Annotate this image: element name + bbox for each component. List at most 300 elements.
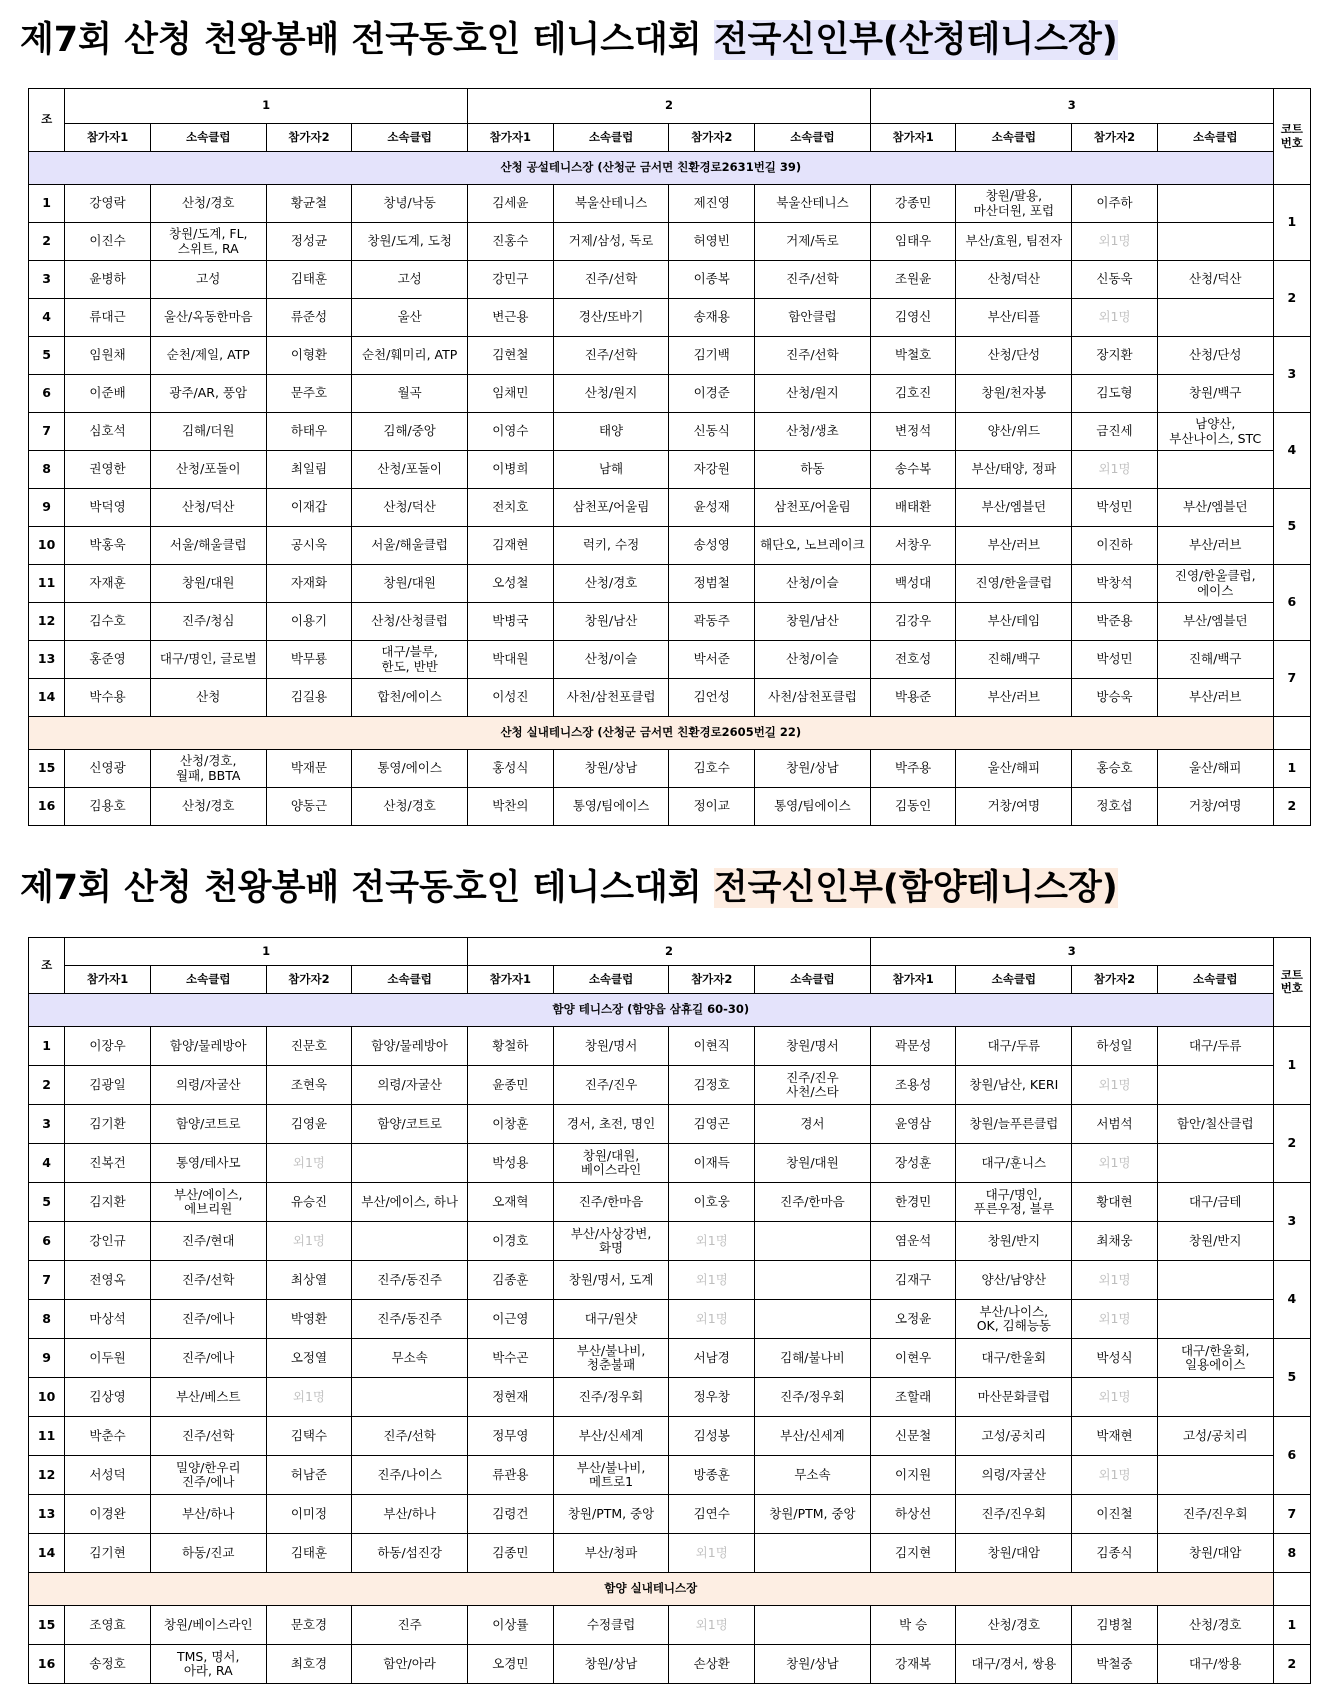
player-name: 김정호: [669, 1066, 755, 1105]
club-name: 함안/아라: [352, 1645, 468, 1684]
court-number: 8: [1273, 1534, 1310, 1573]
player-name: 이진하: [1072, 527, 1158, 565]
club-name: 창원/상남: [553, 750, 669, 788]
group-number: 1: [29, 185, 65, 223]
player-name: 마상석: [65, 1300, 151, 1339]
player-name: 허영빈: [669, 223, 755, 261]
club-name: 대구/원샷: [553, 1300, 669, 1339]
court-number: 2: [1273, 788, 1310, 826]
club-name: 의령/자굴산: [956, 1456, 1072, 1495]
player-name: 신동욱: [1072, 261, 1158, 299]
court-number: 1: [1273, 185, 1310, 261]
club-name: 부산/청파: [553, 1534, 669, 1573]
table-row: [29, 1495, 1311, 1534]
player-name: 오정윤: [870, 1300, 956, 1339]
club-name: 경서: [755, 1105, 871, 1144]
club-name: 산청/경호: [553, 565, 669, 603]
player-name: 조영효: [65, 1606, 151, 1645]
club-name: 진영/한울클럽, 에이스: [1157, 565, 1273, 603]
header-sub-club: 소속클럽: [352, 966, 468, 994]
player-name: 이현직: [669, 1027, 755, 1066]
club-name: 창원/대원: [352, 565, 468, 603]
club-name: [1157, 1378, 1273, 1417]
club-name: 고성: [150, 261, 266, 299]
player-name: 이주하: [1072, 185, 1158, 223]
club-name: 창원/천자봉: [956, 375, 1072, 413]
club-name: 창원/상남: [755, 1645, 871, 1684]
club-name: 산청/덕산: [956, 261, 1072, 299]
group-number: 16: [29, 1645, 65, 1684]
club-name: 산청/단성: [956, 337, 1072, 375]
club-name: [755, 1261, 871, 1300]
player-name: 이종복: [669, 261, 755, 299]
group-number: 1: [29, 1027, 65, 1066]
club-name: 진주/선학: [150, 1261, 266, 1300]
club-name: 창원/도계, FL, 스위트, RA: [150, 223, 266, 261]
club-name: 진주/선학: [755, 337, 871, 375]
player-name: 박철호: [870, 337, 956, 375]
club-name: [1157, 299, 1273, 337]
player-name: 황철하: [468, 1027, 554, 1066]
club-name: 산청/경호: [352, 788, 468, 826]
player-name: 배태환: [870, 489, 956, 527]
player-name: 김종식: [1072, 1534, 1158, 1573]
player-name: 서범석: [1072, 1105, 1158, 1144]
club-name: 창원/대원: [755, 1144, 871, 1183]
club-name: 함양/코트로: [352, 1105, 468, 1144]
club-name: 월곡: [352, 375, 468, 413]
club-name: 산청/경호, 월패, BBTA: [150, 750, 266, 788]
player-name: 최일림: [266, 451, 352, 489]
group-number: 9: [29, 489, 65, 527]
club-name: 합천/에이스: [352, 679, 468, 717]
club-name: 산청/덕산: [352, 489, 468, 527]
table-row: [29, 1645, 1311, 1684]
club-name: 부산/나이스, OK, 김해능동: [956, 1300, 1072, 1339]
club-name: 남해: [553, 451, 669, 489]
club-name: 대구/경서, 쌍용: [956, 1645, 1072, 1684]
header-sub-club: 소속클럽: [150, 124, 266, 152]
court-number: 4: [1273, 413, 1310, 489]
player-name: 정우창: [669, 1378, 755, 1417]
club-name: 의령/자굴산: [150, 1066, 266, 1105]
player-name: 외1명: [669, 1300, 755, 1339]
header-sub-player: 참가자1: [65, 124, 151, 152]
section-1-title: [20, 12, 1310, 62]
player-name: 박병국: [468, 603, 554, 641]
court-spacer: [1273, 1573, 1310, 1606]
header-match-2: 2: [468, 89, 871, 124]
player-name: 김연수: [669, 1495, 755, 1534]
club-name: 순천/제일, ATP: [150, 337, 266, 375]
player-name: 윤병하: [65, 261, 151, 299]
club-name: 부산/에이스, 하나: [352, 1183, 468, 1222]
player-name: 박철중: [1072, 1645, 1158, 1684]
table-row: [29, 1027, 1311, 1066]
court-number: 6: [1273, 565, 1310, 641]
player-name: 외1명: [266, 1222, 352, 1261]
header-sub-player: 참가자2: [1072, 124, 1158, 152]
club-name: 거제/독로: [755, 223, 871, 261]
club-name: 산청/원지: [755, 375, 871, 413]
player-name: 오정열: [266, 1339, 352, 1378]
player-name: 진문호: [266, 1027, 352, 1066]
player-name: 임채민: [468, 375, 554, 413]
club-name: 부산/에이스, 에브리원: [150, 1183, 266, 1222]
club-name: 창원/명서: [553, 1027, 669, 1066]
venue-label: 함양 실내테니스장: [29, 1573, 1274, 1606]
club-name: 밀양/한우리 진주/에나: [150, 1456, 266, 1495]
club-name: [755, 1606, 871, 1645]
club-name: 진주/동진주: [352, 1300, 468, 1339]
player-name: 박수용: [65, 679, 151, 717]
player-name: 김도형: [1072, 375, 1158, 413]
header-sub-player: 참가자2: [266, 124, 352, 152]
player-name: 송정호: [65, 1645, 151, 1684]
club-name: 진주/한마음: [755, 1183, 871, 1222]
player-name: 외1명: [266, 1378, 352, 1417]
group-number: 7: [29, 413, 65, 451]
player-name: 홍준영: [65, 641, 151, 679]
club-name: 하동/진교: [150, 1534, 266, 1573]
header-sub-player: 참가자1: [870, 124, 956, 152]
header-match-3: 3: [870, 89, 1273, 124]
club-name: 산청/포돌이: [150, 451, 266, 489]
player-name: 한경민: [870, 1183, 956, 1222]
club-name: 삼천포/어울림: [755, 489, 871, 527]
club-name: 럭키, 수정: [553, 527, 669, 565]
group-number: 2: [29, 1066, 65, 1105]
court-number: 4: [1273, 1261, 1310, 1339]
player-name: 서창우: [870, 527, 956, 565]
club-name: [352, 1144, 468, 1183]
club-name: 창원/대원, 베이스라인: [553, 1144, 669, 1183]
club-name: [352, 1378, 468, 1417]
player-name: 김길용: [266, 679, 352, 717]
header-sub-club: 소속클럽: [755, 966, 871, 994]
club-name: 산청/이슬: [755, 565, 871, 603]
club-name: 통영/테사모: [150, 1144, 266, 1183]
player-name: 서성덕: [65, 1456, 151, 1495]
court-number: 5: [1273, 1339, 1310, 1417]
player-name: 류대근: [65, 299, 151, 337]
club-name: 산청/경호: [150, 185, 266, 223]
club-name: 부산/러브: [1157, 679, 1273, 717]
header-group: 조: [29, 938, 65, 994]
club-name: 진주/정우회: [553, 1378, 669, 1417]
player-name: 조원윤: [870, 261, 956, 299]
club-name: TMS, 명서, 아라, RA: [150, 1645, 266, 1684]
player-name: 박영환: [266, 1300, 352, 1339]
player-name: 류관용: [468, 1456, 554, 1495]
player-name: 박창석: [1072, 565, 1158, 603]
court-number: 2: [1273, 1645, 1310, 1684]
player-name: 정범철: [669, 565, 755, 603]
player-name: 하상선: [870, 1495, 956, 1534]
player-name: 변정석: [870, 413, 956, 451]
player-name: 외1명: [669, 1534, 755, 1573]
club-name: 울산/해피: [1157, 750, 1273, 788]
player-name: 박성용: [468, 1144, 554, 1183]
player-name: 박준용: [1072, 603, 1158, 641]
player-name: 김영곤: [669, 1105, 755, 1144]
player-name: 윤성재: [669, 489, 755, 527]
player-name: 방승욱: [1072, 679, 1158, 717]
player-name: 김호진: [870, 375, 956, 413]
club-name: 창원/명서: [755, 1027, 871, 1066]
club-name: 대구/명인, 푸른우정, 블루: [956, 1183, 1072, 1222]
player-name: 이경호: [468, 1222, 554, 1261]
player-name: 서남경: [669, 1339, 755, 1378]
player-name: 양동근: [266, 788, 352, 826]
venue-label: 산청 공설테니스장 (산청군 금서면 친환경로2631번길 39): [29, 152, 1274, 185]
club-name: 창원/반지: [956, 1222, 1072, 1261]
club-name: 진주/에나: [150, 1300, 266, 1339]
player-name: 송수복: [870, 451, 956, 489]
player-name: 김수호: [65, 603, 151, 641]
player-name: 유승진: [266, 1183, 352, 1222]
club-name: 무소속: [352, 1339, 468, 1378]
section-2-title-highlight: 전국신인부(함양테니스장): [713, 868, 1118, 908]
group-number: 3: [29, 261, 65, 299]
player-name: 외1명: [1072, 1261, 1158, 1300]
club-name: 광주/AR, 풍암: [150, 375, 266, 413]
club-name: 창원/남산: [755, 603, 871, 641]
player-name: 류준성: [266, 299, 352, 337]
player-name: 황균철: [266, 185, 352, 223]
group-number: 11: [29, 565, 65, 603]
player-name: 박주용: [870, 750, 956, 788]
player-name: 문호경: [266, 1606, 352, 1645]
player-name: 김영윤: [266, 1105, 352, 1144]
player-name: 조용성: [870, 1066, 956, 1105]
table-row: [29, 641, 1311, 679]
player-name: 최호경: [266, 1645, 352, 1684]
header-match-3: 3: [870, 938, 1273, 966]
court-number: 6: [1273, 1417, 1310, 1495]
section-1-bracket-table: [28, 88, 1311, 826]
group-number: 6: [29, 375, 65, 413]
group-number: 5: [29, 1183, 65, 1222]
group-number: 14: [29, 679, 65, 717]
club-name: 함양/코트로: [150, 1105, 266, 1144]
club-name: 순천/훼미리, ATP: [352, 337, 468, 375]
club-name: 부산/불나비, 청춘불패: [553, 1339, 669, 1378]
club-name: 고성/공치리: [1157, 1417, 1273, 1456]
table-row: [29, 185, 1311, 223]
club-name: 산청/경호: [150, 788, 266, 826]
club-name: 진주/나이스: [352, 1456, 468, 1495]
club-name: [1157, 1261, 1273, 1300]
club-name: 산청/이슬: [755, 641, 871, 679]
club-name: 산청/산청클럽: [352, 603, 468, 641]
table-row: [29, 337, 1311, 375]
group-number: 13: [29, 1495, 65, 1534]
player-name: 최채웅: [1072, 1222, 1158, 1261]
player-name: 오재혁: [468, 1183, 554, 1222]
player-name: 이장우: [65, 1027, 151, 1066]
club-name: 부산/테임: [956, 603, 1072, 641]
table-row: [29, 1183, 1311, 1222]
club-name: 사천/삼천포클럽: [755, 679, 871, 717]
header-group: 조: [29, 89, 65, 152]
player-name: 박 승: [870, 1606, 956, 1645]
club-name: 서울/해울클럽: [352, 527, 468, 565]
club-name: 산청/단성: [1157, 337, 1273, 375]
club-name: 부산/엠블던: [956, 489, 1072, 527]
player-name: 이창훈: [468, 1105, 554, 1144]
player-name: 곽문성: [870, 1027, 956, 1066]
club-name: 의령/자굴산: [352, 1066, 468, 1105]
group-number: 14: [29, 1534, 65, 1573]
player-name: 방종훈: [669, 1456, 755, 1495]
player-name: 박춘수: [65, 1417, 151, 1456]
player-name: 장성훈: [870, 1144, 956, 1183]
club-name: 진주/현대: [150, 1222, 266, 1261]
club-name: 진해/백구: [956, 641, 1072, 679]
player-name: 염운석: [870, 1222, 956, 1261]
club-name: 진주/진우: [553, 1066, 669, 1105]
player-name: 변근용: [468, 299, 554, 337]
table-row: [29, 1339, 1311, 1378]
section-1-title-main: 제7회 산청 천왕봉배 전국동호인 테니스대회: [20, 20, 714, 60]
player-name: 신영광: [65, 750, 151, 788]
club-name: 하동: [755, 451, 871, 489]
group-number: 12: [29, 603, 65, 641]
player-name: 김영신: [870, 299, 956, 337]
section-2-title: [20, 860, 1310, 910]
player-name: 심호석: [65, 413, 151, 451]
player-name: 강영락: [65, 185, 151, 223]
club-name: 진주: [352, 1606, 468, 1645]
table-row: [29, 750, 1311, 788]
header-sub-club: 소속클럽: [352, 124, 468, 152]
club-name: 산청/원지: [553, 375, 669, 413]
club-name: [1157, 223, 1273, 261]
player-name: 강인규: [65, 1222, 151, 1261]
court-number: 1: [1273, 1027, 1310, 1105]
court-spacer: [1273, 717, 1310, 750]
club-name: 산청/이슬: [553, 641, 669, 679]
club-name: 북울산테니스: [755, 185, 871, 223]
group-number: 3: [29, 1105, 65, 1144]
club-name: 진주/선학: [553, 337, 669, 375]
club-name: 산청/경호: [956, 1606, 1072, 1645]
club-name: 서울/해울클럽: [150, 527, 266, 565]
player-name: 김기현: [65, 1534, 151, 1573]
player-name: 박무룡: [266, 641, 352, 679]
header-sub-player: 참가자2: [669, 124, 755, 152]
club-name: 양산/남양산: [956, 1261, 1072, 1300]
group-number: 4: [29, 1144, 65, 1183]
header-sub-club: 소속클럽: [553, 124, 669, 152]
header-match-1: 1: [65, 938, 468, 966]
player-name: 김지현: [870, 1534, 956, 1573]
player-name: 정성균: [266, 223, 352, 261]
club-name: [1157, 185, 1273, 223]
club-name: 거창/여명: [956, 788, 1072, 826]
player-name: 외1명: [266, 1144, 352, 1183]
player-name: 외1명: [1072, 1066, 1158, 1105]
header-sub-club: 소속클럽: [1157, 124, 1273, 152]
club-name: 진주/동진주: [352, 1261, 468, 1300]
table-row: [29, 1378, 1311, 1417]
club-name: 대구/쌍용: [1157, 1645, 1273, 1684]
club-name: 진주/진우회: [1157, 1495, 1273, 1534]
club-name: [1157, 1300, 1273, 1339]
player-name: 외1명: [1072, 223, 1158, 261]
group-number: 10: [29, 527, 65, 565]
player-name: 박홍욱: [65, 527, 151, 565]
player-name: 외1명: [1072, 451, 1158, 489]
court-number: 7: [1273, 641, 1310, 717]
player-name: 윤영삼: [870, 1105, 956, 1144]
player-name: 김지환: [65, 1183, 151, 1222]
club-name: 부산/신세계: [553, 1417, 669, 1456]
player-name: 박수곤: [468, 1339, 554, 1378]
group-number: 4: [29, 299, 65, 337]
club-name: 진주/에나: [150, 1339, 266, 1378]
player-name: 진홍수: [468, 223, 554, 261]
club-name: 부산/러브: [956, 527, 1072, 565]
club-name: 진주/정우회: [755, 1378, 871, 1417]
club-name: 김해/중앙: [352, 413, 468, 451]
group-number: 16: [29, 788, 65, 826]
club-name: 창원/남산: [553, 603, 669, 641]
club-name: 진주/청심: [150, 603, 266, 641]
club-name: 대구/한울회: [956, 1339, 1072, 1378]
player-name: 송성영: [669, 527, 755, 565]
club-name: 진주/한마음: [553, 1183, 669, 1222]
player-name: 김태훈: [266, 1534, 352, 1573]
player-name: 김태훈: [266, 261, 352, 299]
player-name: 김광일: [65, 1066, 151, 1105]
club-name: 김해/더원: [150, 413, 266, 451]
club-name: 산청/경호: [1157, 1606, 1273, 1645]
player-name: 허남준: [266, 1456, 352, 1495]
table-row: [29, 1456, 1311, 1495]
club-name: [755, 1534, 871, 1573]
club-name: 무소속: [755, 1456, 871, 1495]
player-name: 이영수: [468, 413, 554, 451]
table-row: [29, 299, 1311, 337]
club-name: 부산/태양, 정파: [956, 451, 1072, 489]
player-name: 강재복: [870, 1645, 956, 1684]
player-name: 외1명: [1072, 1144, 1158, 1183]
player-name: 외1명: [669, 1606, 755, 1645]
player-name: 박성민: [1072, 641, 1158, 679]
club-name: 대구/명인, 글로벌: [150, 641, 266, 679]
player-name: 임원채: [65, 337, 151, 375]
player-name: 김병철: [1072, 1606, 1158, 1645]
table-row: [29, 375, 1311, 413]
player-name: 김성봉: [669, 1417, 755, 1456]
club-name: 창원/명서, 도계: [553, 1261, 669, 1300]
club-name: 김해/불나비: [755, 1339, 871, 1378]
club-name: 부산/엠블던: [1157, 489, 1273, 527]
court-number: 5: [1273, 489, 1310, 565]
player-name: 조현욱: [266, 1066, 352, 1105]
player-name: 전영옥: [65, 1261, 151, 1300]
player-name: 김강우: [870, 603, 956, 641]
table-row: [29, 527, 1311, 565]
club-name: 산청: [150, 679, 266, 717]
player-name: 자재화: [266, 565, 352, 603]
club-name: 부산/엠블던: [1157, 603, 1273, 641]
header-sub-player: 참가자2: [669, 966, 755, 994]
table-row: [29, 1606, 1311, 1645]
player-name: 박성민: [1072, 489, 1158, 527]
